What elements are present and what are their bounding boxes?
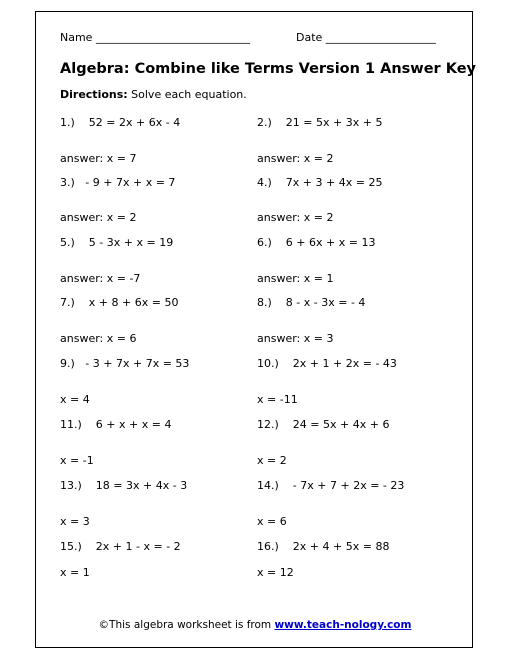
problem-6: 6.) 6 + 6x + x = 13 — [257, 236, 376, 249]
problem-12: 12.) 24 = 5x + 4x + 6 — [257, 418, 390, 431]
answer-15: x = 1 — [60, 566, 90, 579]
answer-1: answer: x = 7 — [60, 152, 137, 165]
problem-15: 15.) 2x + 1 - x = - 2 — [60, 540, 181, 553]
teach-nology-link[interactable]: www.teach-nology.com — [274, 619, 412, 631]
answer-6: answer: x = 1 — [257, 272, 334, 285]
answer-16: x = 12 — [257, 566, 294, 579]
answer-4: answer: x = 2 — [257, 211, 334, 224]
problem-5: 5.) 5 - 3x + x = 19 — [60, 236, 174, 249]
answer-7: answer: x = 6 — [60, 332, 137, 345]
answer-13: x = 3 — [60, 515, 90, 528]
problem-4: 4.) 7x + 3 + 4x = 25 — [257, 176, 383, 189]
problem-10: 10.) 2x + 1 + 2x = - 43 — [257, 357, 397, 370]
footer-text: ©This algebra worksheet is from — [98, 619, 275, 631]
answer-2: answer: x = 2 — [257, 152, 334, 165]
answer-3: answer: x = 2 — [60, 211, 137, 224]
answer-12: x = 2 — [257, 454, 287, 467]
problem-2: 2.) 21 = 5x + 3x + 5 — [257, 116, 383, 129]
problem-9: 9.) - 3 + 7x + 7x = 53 — [60, 357, 190, 370]
problem-14: 14.) - 7x + 7 + 2x = - 23 — [257, 479, 405, 492]
answer-10: x = -11 — [257, 393, 298, 406]
problem-1: 1.) 52 = 2x + 6x - 4 — [60, 116, 181, 129]
answer-5: answer: x = -7 — [60, 272, 141, 285]
directions — [60, 88, 247, 101]
worksheet-title: Algebra: Combine like Terms Version 1 Answer Key — [60, 61, 477, 77]
problem-16: 16.) 2x + 4 + 5x = 88 — [257, 540, 390, 553]
date-field-label: Date ____________________ — [296, 31, 436, 44]
answer-14: x = 6 — [257, 515, 287, 528]
footer-credit — [0, 619, 510, 631]
directions-text: Solve each equation. — [127, 88, 247, 101]
answer-9: x = 4 — [60, 393, 90, 406]
problem-13: 13.) 18 = 3x + 4x - 3 — [60, 479, 188, 492]
problem-8: 8.) 8 - x - 3x = - 4 — [257, 296, 366, 309]
problem-7: 7.) x + 8 + 6x = 50 — [60, 296, 179, 309]
answer-8: answer: x = 3 — [257, 332, 334, 345]
problem-3: 3.) - 9 + 7x + x = 7 — [60, 176, 176, 189]
problem-11: 11.) 6 + x + x = 4 — [60, 418, 172, 431]
answer-11: x = -1 — [60, 454, 94, 467]
directions-label: Directions: — [60, 88, 128, 101]
name-field-label: Name ____________________________ — [60, 31, 250, 44]
